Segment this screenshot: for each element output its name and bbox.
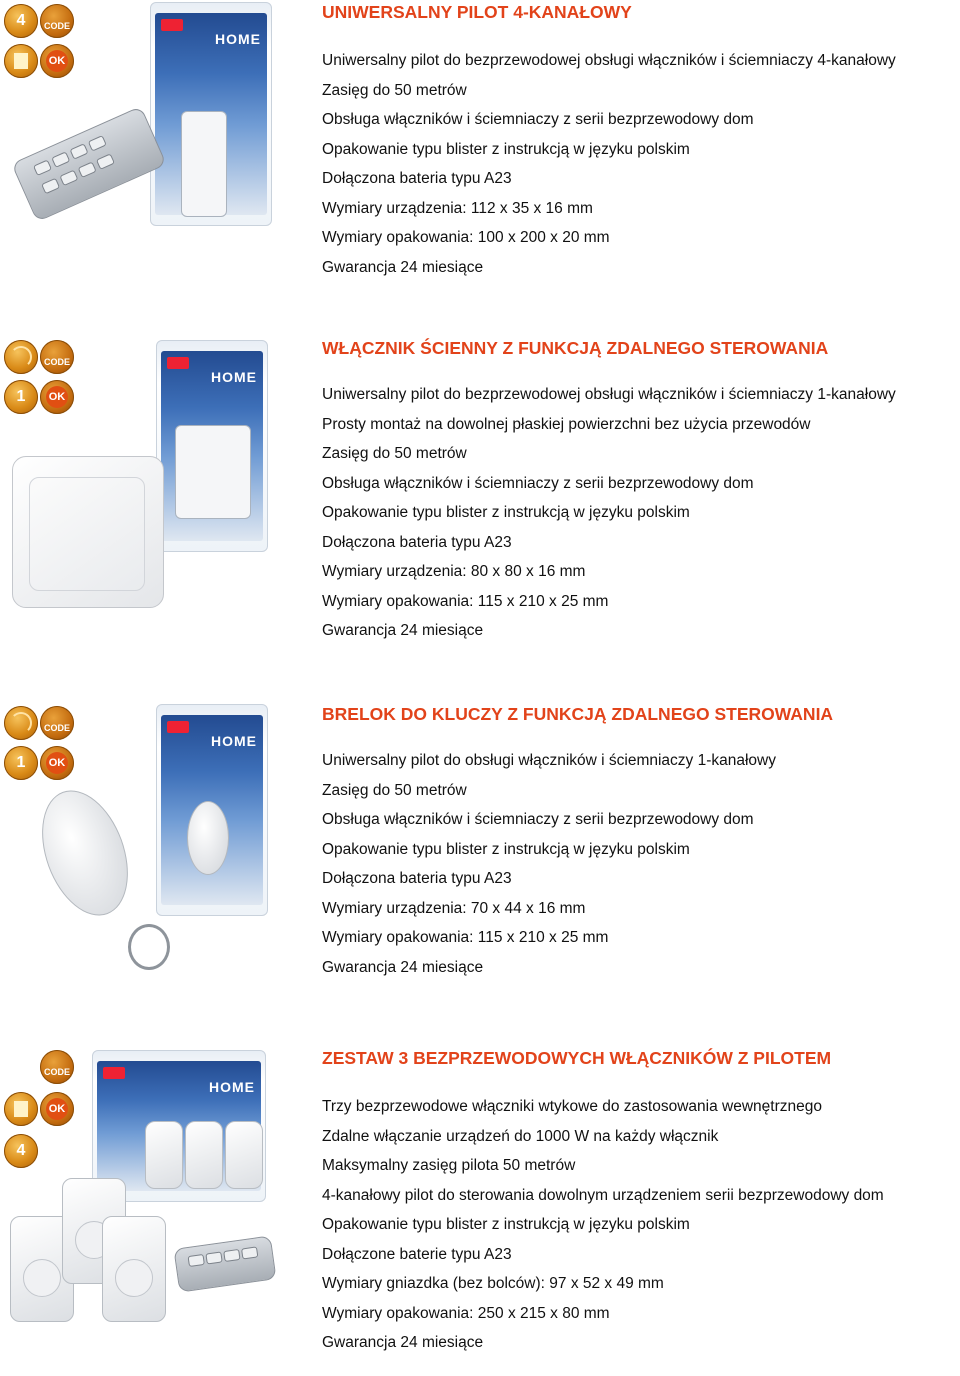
product-title: UNIWERSALNY PILOT 4-KANAŁOWY [322,2,632,22]
product-section-remote-4ch [0,0,960,300]
remote-control-image [11,106,167,222]
product-title: ZESTAW 3 BEZPRZEWODOWYCH WŁĄCZNIKÓW Z PILOTEM [322,1048,832,1068]
spec-line: Opakowanie typu blister z instrukcją w języku polskim [322,140,690,158]
spec-line: Zdalne włączanie urządzeń do 1000 W na każdy włącznik [322,1127,719,1145]
channels-4-badge-icon: 4 [4,1134,38,1168]
code-badge-icon: CODE [40,4,74,38]
blister-package-image [156,704,268,916]
product-title: BRELOK DO KLUCZY Z FUNKCJĄ ZDALNEGO STEROWANIA [322,704,834,724]
spec-line: Wymiary urządzenia: 70 x 44 x 16 mm [322,899,586,917]
brand-logo [103,1067,125,1079]
wireless-badge-icon [4,706,38,740]
brand-logo [167,357,189,369]
product-section-wall-switch [0,336,960,666]
spec-line: Dołączona bateria typu A23 [322,533,512,551]
spec-line: Prosty montaż na dowolnej płaskiej powierzchni bez użycia przewodów [322,415,811,433]
product-spec-list [322,380,896,646]
home-control-logo: HOME [209,1079,255,1095]
spec-line: Wymiary urządzenia: 112 x 35 x 16 mm [322,199,593,217]
spec-line: Zasięg do 50 metrów [322,81,467,99]
spec-line: Dołączona bateria typu A23 [322,170,512,187]
brand-logo [161,19,183,31]
house-badge-icon [4,1092,38,1126]
product-section-socket-set [0,1046,960,1354]
home-control-logo: HOME [211,733,257,749]
spec-line: Zasięg do 50 metrów [322,781,467,799]
spec-line: Gwarancja 24 miesiące [322,622,484,639]
spec-line: Opakowanie typu blister z instrukcją w języku polskim [322,840,690,858]
home-control-logo: HOME [211,369,257,385]
product-image-socket-set [0,1046,310,1376]
spec-line: Obsługa włączników i ściemniaczy z serii bezprzewodowy dom [322,474,754,492]
spec-line: Wymiary opakowania: 100 x 200 x 20 mm [322,229,610,246]
spec-line: Obsługa włączników i ściemniaczy z serii bezprzewodowy dom [322,811,754,828]
channels-1-badge-icon: 1 [4,380,38,414]
code-badge-icon: CODE [40,340,74,374]
product-spec-list [322,1092,884,1358]
product-image-remote-4ch [0,0,310,330]
blister-package-image [150,2,272,226]
channels-1-badge-icon: 1 [4,746,38,780]
spec-line: 4-kanałowy pilot do sterowania dowolnym urządzeniem serii bezprzewodowy dom [322,1186,884,1204]
house-badge-icon [4,44,38,78]
spec-line: Uniwersalny pilot do bezprzewodowej obsługi włączników i ściemniaczy 4-kanałowy [322,52,896,69]
key-ring-icon [128,924,170,970]
product-title: WŁĄCZNIK ŚCIENNY Z FUNKCJĄ ZDALNEGO STEROWANIA [322,338,829,358]
spec-line: Maksymalny zasięg pilota 50 metrów [322,1157,576,1174]
spec-line: Trzy bezprzewodowe włączniki wtykowe do zastosowania wewnętrznego [322,1098,822,1115]
spec-line: Gwarancja 24 miesiące [322,1334,484,1351]
channels-4-badge-icon: 4 [4,4,38,38]
code-badge-icon: CODE [40,706,74,740]
wall-switch-image [12,456,164,608]
ok-badge-icon: OK [40,380,74,414]
blister-package-image [156,340,268,552]
keyfob-remote-image [26,779,144,928]
ok-badge-icon: OK [40,44,74,78]
spec-line: Dołączona bateria typu A23 [322,870,512,887]
spec-line: Wymiary opakowania: 115 x 210 x 25 mm [322,592,609,610]
product-section-keyfob [0,702,960,1002]
spec-line: Uniwersalny pilot do obsługi włączników i ściemniaczy 1-kanałowy [322,752,776,769]
product-image-keyfob [0,702,310,1032]
product-image-wall-switch [0,336,310,666]
spec-line: Uniwersalny pilot do bezprzewodowej obsługi włączników i ściemniaczy 1-kanałowy [322,386,896,403]
remote-control-image [173,1235,276,1292]
spec-line: Wymiary gniazdka (bez bolców): 97 x 52 x 49 mm [322,1275,664,1292]
spec-line: Wymiary urządzenia: 80 x 80 x 16 mm [322,563,586,580]
spec-line: Opakowanie typu blister z instrukcją w języku polskim [322,1216,690,1233]
socket-switch-image [102,1216,166,1322]
wireless-badge-icon [4,340,38,374]
spec-line: Obsługa włączników i ściemniaczy z serii bezprzewodowy dom [322,111,754,128]
code-badge-icon: CODE [40,1050,74,1084]
ok-badge-icon: OK [40,1092,74,1126]
spec-line: Zasięg do 50 metrów [322,445,467,462]
product-spec-list [322,46,896,282]
spec-line: Opakowanie typu blister z instrukcją w języku polskim [322,504,690,521]
spec-line: Gwarancja 24 miesiące [322,958,484,976]
spec-line: Wymiary opakowania: 250 x 215 x 80 mm [322,1304,610,1322]
ok-badge-icon: OK [40,746,74,780]
spec-line: Gwarancja 24 miesiące [322,258,484,276]
spec-line: Dołączone baterie typu A23 [322,1245,512,1263]
brand-logo [167,721,189,733]
product-spec-list [322,746,776,982]
spec-line: Wymiary opakowania: 115 x 210 x 25 mm [322,929,609,946]
home-control-logo: HOME [215,31,261,47]
